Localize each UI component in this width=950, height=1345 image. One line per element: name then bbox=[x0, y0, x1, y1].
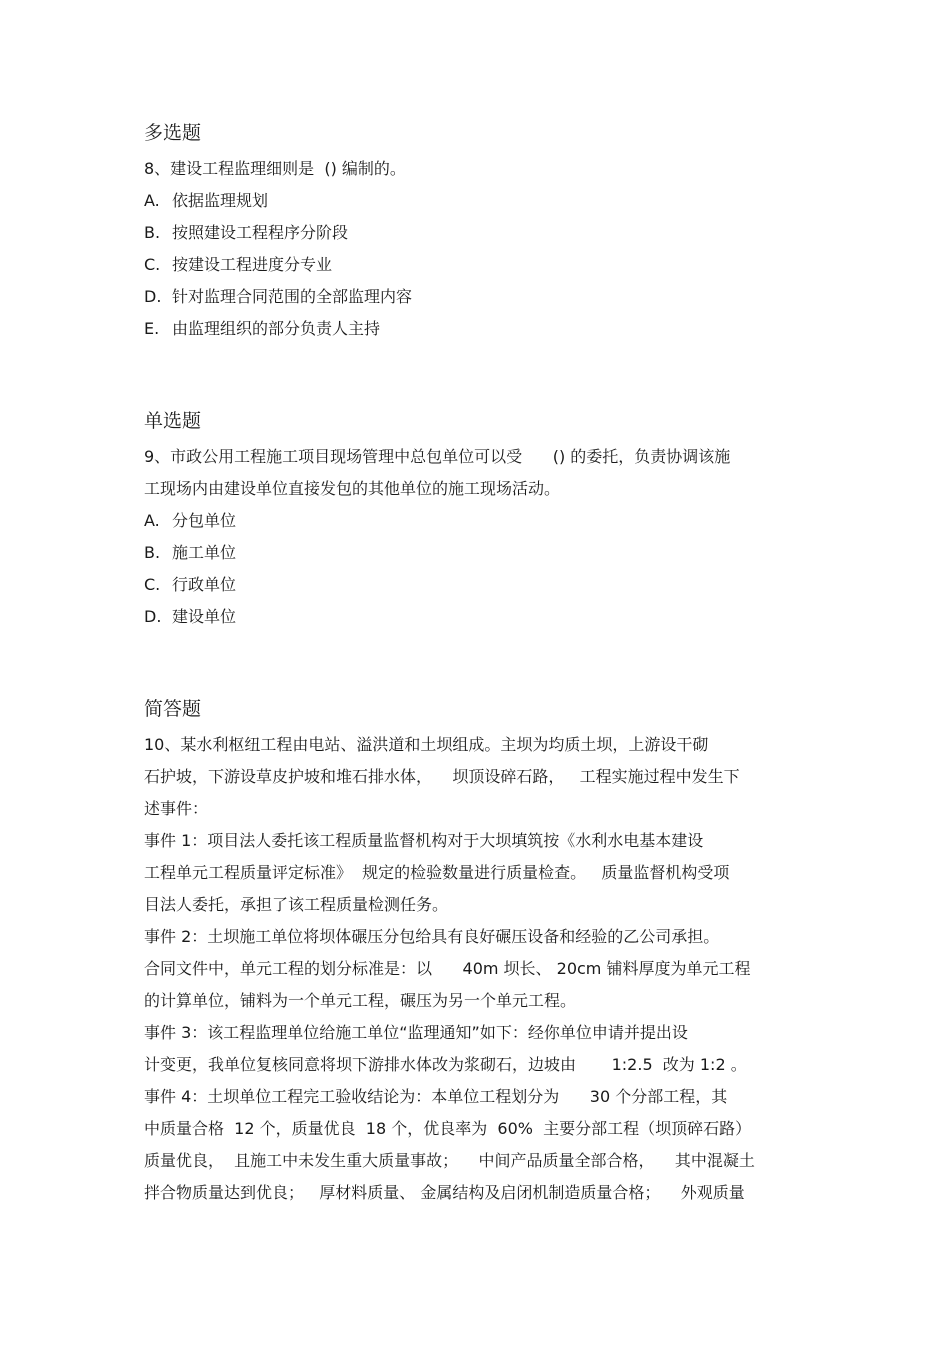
question-text-line: 工现场内由建设单位直接发包的其他单位的施工现场活动。 bbox=[144, 479, 561, 498]
option-text: 由监理组织的部分负责人主持 bbox=[172, 319, 381, 338]
option-e bbox=[144, 313, 824, 345]
option-key: B. bbox=[144, 223, 161, 242]
option-key: D. bbox=[144, 607, 162, 626]
option-b bbox=[144, 217, 824, 249]
paragraph-line: 目法人委托，承担了该工程质量检测任务。 bbox=[144, 895, 449, 914]
section-single-choice bbox=[144, 409, 824, 633]
section-short-answer bbox=[144, 697, 824, 1209]
option-key: B. bbox=[144, 543, 161, 562]
option-text: 针对监理合同范围的全部监理内容 bbox=[172, 287, 413, 306]
option-c bbox=[144, 249, 824, 281]
option-key: D. bbox=[144, 287, 162, 306]
question-text-line: 9、市政公用工程施工项目现场管理中总包单位可以受 () 的委托，负责协调该施 bbox=[144, 447, 731, 466]
paragraph-line: 事件 1：项目法人委托该工程质量监督机构对于大坝填筑按《水利水电基本建设 bbox=[144, 831, 704, 850]
option-text: 行政单位 bbox=[172, 575, 237, 594]
paragraph-line: 计变更，我单位复核同意将坝下游排水体改为浆砌石，边坡由 1:2.5 改为 1:2 。 bbox=[144, 1055, 747, 1074]
paragraph-line: 拌合物质量达到优良； 厚材料质量、 金属结构及启闭机制造质量合格； 外观质量 bbox=[144, 1183, 745, 1202]
paragraph-line: 10、某水利枢纽工程由电站、溢洪道和土坝组成。主坝为均质土坝，上游设干砌 bbox=[144, 735, 709, 754]
paragraph-line: 事件 4：土坝单位工程完工验收结论为：本单位工程划分为 30 个分部工程，其 bbox=[144, 1087, 728, 1106]
option-key: C. bbox=[144, 255, 161, 274]
option-c bbox=[144, 569, 824, 601]
section-heading: 简答题 bbox=[144, 698, 202, 720]
option-a bbox=[144, 505, 824, 537]
option-text: 依据监理规划 bbox=[172, 191, 269, 210]
option-b bbox=[144, 537, 824, 569]
option-key: C. bbox=[144, 575, 161, 594]
question-text: 8、建设工程监理细则是 () 编制的。 bbox=[144, 159, 406, 178]
section-heading: 多选题 bbox=[144, 122, 202, 144]
option-text: 分包单位 bbox=[172, 511, 237, 530]
option-text: 按建设工程进度分专业 bbox=[172, 255, 333, 274]
paragraph-line: 石护坡，下游设草皮护坡和堆石排水体， 坝顶设碎石路， 工程实施过程中发生下 bbox=[144, 767, 740, 786]
option-a bbox=[144, 185, 824, 217]
option-text: 按照建设工程程序分阶段 bbox=[172, 223, 349, 242]
section-heading: 单选题 bbox=[144, 410, 202, 432]
section-multiple-choice bbox=[144, 121, 824, 345]
option-text: 施工单位 bbox=[172, 543, 237, 562]
paragraph-line: 的计算单位，铺料为一个单元工程，碾压为另一个单元工程。 bbox=[144, 991, 577, 1010]
paragraph-line: 工程单元工程质量评定标准》 规定的检验数量进行质量检查。 质量监督机构受项 bbox=[144, 863, 730, 882]
paragraph-line: 事件 2：土坝施工单位将坝体碾压分包给具有良好碾压设备和经验的乙公司承担。 bbox=[144, 927, 720, 946]
option-text: 建设单位 bbox=[172, 607, 237, 626]
option-d bbox=[144, 281, 824, 313]
option-key: A. bbox=[144, 191, 160, 210]
paragraph-line: 中质量合格 12 个，质量优良 18 个，优良率为 60% 主要分部工程（坝顶碎石路） bbox=[144, 1119, 752, 1138]
paragraph-line: 述事件： bbox=[144, 799, 209, 818]
paragraph-line: 合同文件中，单元工程的划分标准是：以 40m 坝长、 20cm 铺料厚度为单元工程 bbox=[144, 959, 751, 978]
option-key: A. bbox=[144, 511, 160, 530]
option-d bbox=[144, 601, 824, 633]
paragraph-line: 质量优良， 且施工中未发生重大质量事故； 中间产品质量全部合格， 其中混凝土 bbox=[144, 1151, 755, 1170]
paragraph-line: 事件 3：该工程监理单位给施工单位“监理通知”如下：经你单位申请并提出设 bbox=[144, 1023, 688, 1042]
option-key: E. bbox=[144, 319, 160, 338]
